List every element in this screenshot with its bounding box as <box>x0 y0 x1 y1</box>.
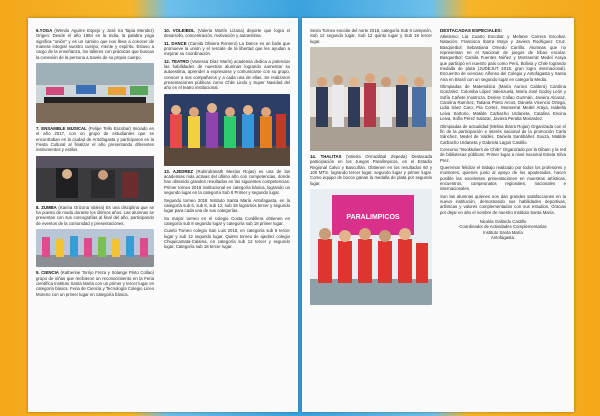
page-left <box>28 18 298 412</box>
destacadas-paragraph-1: Atletismo: Lía Cuatro Escobar y Melanie Carrera Escobar. Natación: Francisca Ibarra Moya y Javiera Rodríguez Cruz. Basquetbol: Sebastiana Ornedo Carrillo. Alumnas que no representan en el Nacional de juegos de tribus escolar. Basquetbol: Camila Fuentes Núñez y Montserrat Medel Araya que participó en nuestro país como Perú, Bolivia y Chile logrando medalla de plata (JUDEJUT 2018, gran logro internacional). Encuentro de ciencias: Alfonso del Colegio y Antofagasta y Santa Ana en Brasil con un segundo lugar en categoría Media. <box>440 34 566 82</box>
teatro-photo <box>164 94 290 166</box>
destacadas-heading: DESTACADAS ESPECIALES: <box>440 28 503 33</box>
yoga-photo <box>36 63 154 123</box>
paralimpicos-banner-text: PARALIMPICOS <box>346 214 400 222</box>
right-column-1 <box>310 28 432 404</box>
signature-name: Nicolás Gallardo Castillo <box>479 219 527 224</box>
musical-photo <box>36 156 154 202</box>
left-column-2 <box>164 28 290 404</box>
page-right <box>302 18 574 412</box>
destacadas-paragraph-2: Olimpiadas de Matemática (María Aurora Caldera) Carolina Gonzalez, Colomba López Valenzuela, María José Godoy León y Sofía Cañete Inostroza, Denise Collao Guzmán, Javiera Alcaraz, Carolina Ramírez, Tatiana Prieto Arcos, Daniela Vicencio Ortega, Lidia Sáez Caro, Pía Cortez, Monserrat Medel Araya, Isabella Leiva Sartorio, Matilde Carbacho Urdaneta, Catalina Encina Leiva, Sofía Pérez Salazar, Javiera Peralta Monardez. <box>440 84 566 122</box>
ajedrez-paragraph-3: Su mayor torneo en el colegio Costa Cordillera obtienen en categoría sub 8 segundo lugar y categoría sub 18 primer lugar. <box>164 215 290 226</box>
ajedrez-continued-paragraph: Sexto Torneo escolar del norte 2018, categoría Sub 6 campeón, Sub 12 segundo lugar, Sub 12 quinto lugar y Sub 18 tercer lugar. <box>310 28 432 44</box>
musical-paragraph: 7. ENSAMBLE MUSICAL (Felipe Tello Escobar) Iniciado en el año 2017, con un grupo de estudiantes que se encontraban en la ciudad de Antofagasta y participaron en la Fiesta Cultural al finalizar el año presentando diferentes instrumentos y estilos. <box>36 126 155 153</box>
yoga-paragraph: 6.YOGA (Wendo Aguirre Espejo y José Ira Tapia Mendez) Origen: Desde el año 1984 en la India, la palabra yoga significa "unión" y es un camino que nos lleva a conocer de manera integral nuestro cuerpo, mente y espíritu. Estuvo a cargo de la enseñanza, los talleres con prácticas que buscan la conexión de la persona a través de su propio cuerpo. <box>36 28 154 60</box>
dance-paragraph: 11. DANCE (Camila Oliviera Romero) La Dance es un baile que promueve la unión y el rescate de la libertad que les ayudan a mejorar su coordinación. <box>164 40 290 57</box>
right-column-2 <box>440 28 566 404</box>
destacadas-paragraph-5: Queremos felicitar el trabajo realizado por todos los profesores y monitores, quienes junto al apoyo de los apoderados, hacen posible las excelentes presentaciones en muestras artísticas, encuentros, campeonatos regionales, nacionales e internacionales. <box>440 164 566 192</box>
zumba-photo <box>36 229 154 267</box>
signature-institution: Instituto Santa María <box>483 229 523 235</box>
thalitas-paragraph: 14. THALITAS (Valeria Ormazábal Zepeda) Destacada participación en los Juegos Paralímpicos, en el Estadio Regional Calvo y Bascuñán. Obtienen en los resultados 60 y 100 MTS. logrando tercer lugar, segundo lugar y primer lugar. Como equipo de bocce ganan la medalla de plata por segundo lugar. <box>310 154 432 186</box>
signature-block <box>440 219 566 241</box>
zumba-paragraph: 8. ZUMBA (Karina Orizona Valera) Es una disciplina que se ha puesto de moda durante los últimos años. Las alumnas se presentan con sus coreografías al final del año, participando de eventos de la comunidad y presentaciones. <box>36 204 154 226</box>
ajedrez-paragraph-4: Cuarto Torneo colegio San Luis 2018, en categoría sub 8 tercer lugar y sub 12 segundo lugar. Quinto torneo de ajedrez colegio Chiquicamata-Calama, en categoría sub 12 tercer y segundo lugar, Categoría sub 18 tercer lugar. <box>164 228 290 250</box>
ajedrez-paragraph: 13. AJEDREZ (Rubindranath Mesías Rojas) es una de las academias más activas del último año con competencias, donde han obtenido grandes resultados en las siguientes competencias: Primer torneo 2018 institucional en categoría básica, logrando un segundo lugar en la categoría Sub 8 Primer y segundo lugar. <box>164 168 290 196</box>
group-photo-students <box>310 47 432 151</box>
destacadas-paragraph-4: Concurso "Booktubers de Chile" Organizado por la Dibam y la red de bibliotecas públicas: Primer lugar a nivel nacional Estela Silva Prez. <box>440 146 566 163</box>
voleibol-paragraph: 10. VOLEIBOL (Valeria Martín Lizana) deporte que logra el desarrollo, concentración, motivación y autoestima. <box>164 28 291 39</box>
signature-city: Antofagasta. <box>490 235 516 241</box>
ciencia-paragraph: 9. CIENCIA (Katherine Torrijo Freza y Solange Pinto Collao) grupo de niñas que recibieron un reconocimiento en la Feria científica Instituto Santa María con un primer y tercer lugar en categoría básica. Feria de Ciencia y Tecnología Colegio Liceo Moreno con un primer lugar en categoría básica. <box>36 270 154 297</box>
paralimpicos-photo <box>310 189 432 305</box>
destacadas-paragraph-6: Son las alumnas quienes nos dan grandes satisfacciones en la nueva institución, demostrando sus habilidades deportivas, artísticas y valores complementados con sus estudios. Gracias por dejar en alto el nombre de nuestro Instituto Santa María. <box>440 193 566 215</box>
teatro-paragraph: 12. TEATRO (Vanessa Díaz Marín) academia dedica a potenciar las habilidades de nuestras alumnas logrando aumentar su autoestima, aprender a expresarse y comunicarse con su grupo, conocer a sus compañeros y a cada una de ellas. Se realizaron presentaciones públicas como Chile Lindo y Super Navidad del año en el teatro institucional. <box>164 58 290 91</box>
signature-role: Coordinador de Actividades Complementarias <box>459 224 547 230</box>
ajedrez-paragraph-2: Segundo torneo 2018 Instituto Santa María Antofagasta, en la categoría sub 6, sub 8, sub 12, sub 18 logramos tercer y segundo lugar para cada una de sus categorías. <box>164 197 290 214</box>
destacadas-paragraph-3: Olimpiadas de actualidad (Melisa Ibarra Rojas) Organizada con el fin de la participación e interés nacional de la promoción Carla Sánchez, Medel de Valdés, Daniela Santibáñez Souza, Matilde Carbacho Urdaneta y Gabriela Lagos Castillo. <box>440 123 566 145</box>
left-column-1 <box>36 28 154 404</box>
